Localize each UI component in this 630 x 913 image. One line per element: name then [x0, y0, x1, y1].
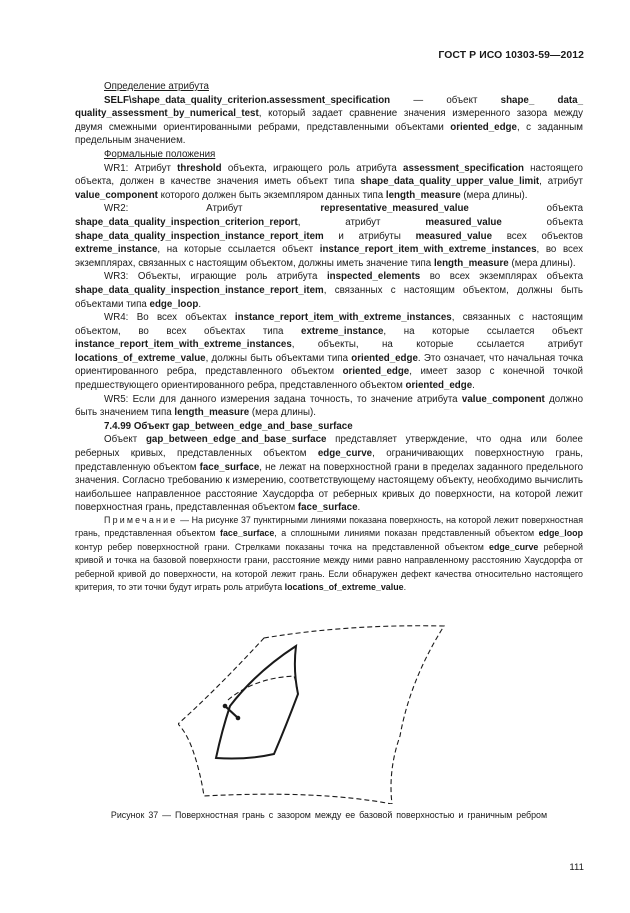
formal-heading: Формальные положения: [104, 148, 216, 160]
edge-curve-point: [223, 704, 228, 709]
figure-37-illustration: [178, 620, 468, 804]
rule-wr5: WR5: Если для данного измерения задана точность, то значение атрибута value_component должно быть значением типа length_measure (мера длины).: [75, 393, 583, 419]
figure-caption: Рисунок 37 — Поверхностная грань с зазором между ее базовой поверхностью и граничным ребром: [110, 810, 548, 820]
note-paragraph: Примечание — На рисунке 37 пунктирными линиями показана поверхность, на которой лежит поверхностная грань, представленная объектом face_surface, а сплошными линиями показан представленный объектом edge_loop контур ребер поверхностной грани. Стрелками показаны точка на представленной объектом edge_curve реберной кривой и точка на базовой поверхности грани, расстояние между ними равно направленному расстоянию Хаусдорфа от реберной кривой до поверхности, на которой лежит грань. Если обнаружен дефект качества относительно настоящего критерия, то эти точки будут играть роль атрибута locations_of_extreme_value.: [75, 515, 583, 593]
standard-header: ГОСТ Р ИСО 10303-59—2012: [438, 50, 584, 61]
definition-heading: Определение атрибута: [104, 81, 209, 92]
rule-wr3: WR3: Объекты, играющие роль атрибута inspected_elements во всех экземплярах объекта shape_data_quality_inspection_instance_report_item, связанных с настоящим объектом, должны быть объектами типа edge_loop.: [75, 271, 583, 310]
rule-wr4: WR4: Во всех объектах instance_report_item_with_extreme_instances, связанных с настоящим объектом, во всех объектах типа extreme_instance, на которые ссылается объект instance_report_item_with_extreme_instances, объекты, на которые ссылается атрибут locations_of_extreme_value, должны быть объектами типа oriented_edge. Это означает, что начальная точка ориентированного ребра, представленного объектом oriented_edge, имеет зазор с конечной точкой предшествующего ориентированного ребра, представленного объектом oriented_edge.: [75, 312, 583, 392]
body-text: [75, 80, 583, 515]
section-title: 7.4.99 Объект gap_between_edge_and_base_surface: [104, 420, 353, 432]
note-label: Примечание: [104, 515, 178, 525]
section-paragraph: Объект gap_between_edge_and_base_surface представляет утверждение, что одна или более реберных кривых, представленных объектом edge_curve, ограничивающих поверхностную грань, представленную объектом face_surface, не лежат на поверхностной грани в пределах заданного предельного значения. Согласно требованию к измерению, соответствующему настоящему объекту, необходимо вычислить наибольшее направленное расстояние Хаусдорфа от реберных кривых до поверхности, на которой лежит поверхностная грань, представленная объектом face_surface.: [75, 434, 584, 514]
note-block: [75, 514, 583, 594]
page-number: 111: [569, 862, 584, 873]
edge-loop-contour: [216, 646, 298, 759]
rule-wr1: WR1: Атрибут threshold объекта, играющего роль атрибута assessment_specification настоящего объекта, должен в качестве значения иметь объект типа shape_data_quality_upper_value_limit, атрибут value_component которого должен быть экземпляром данных типа length_measure (мера длины).: [75, 162, 583, 201]
base-surface-outline: [178, 626, 444, 804]
surface-point: [236, 716, 241, 721]
rule-wr2: WR2: Атрибут representative_measured_value объекта shape_data_quality_inspection_criterion_report, атрибут measured_value объекта shape_data_quality_inspection_instance_report_item и атрибуты measured_value всех объектов extreme_instance, на которые ссылается объект instance_report_item_with_extreme_instances, во всех экземплярах, связанных с настоящим объектом, должны иметь значение типа length_measure (мера длины).: [75, 203, 583, 269]
definition-paragraph: SELF\shape_data_quality_criterion.assessment_specification — объект shape_ data_ quality_assessment_by_numerical_test, который задает сравнение значения измеренного зазора между двумя смежными ориентированными ребрами, представленными объектами oriented_edge, с заданным предельным значением.: [75, 94, 583, 147]
